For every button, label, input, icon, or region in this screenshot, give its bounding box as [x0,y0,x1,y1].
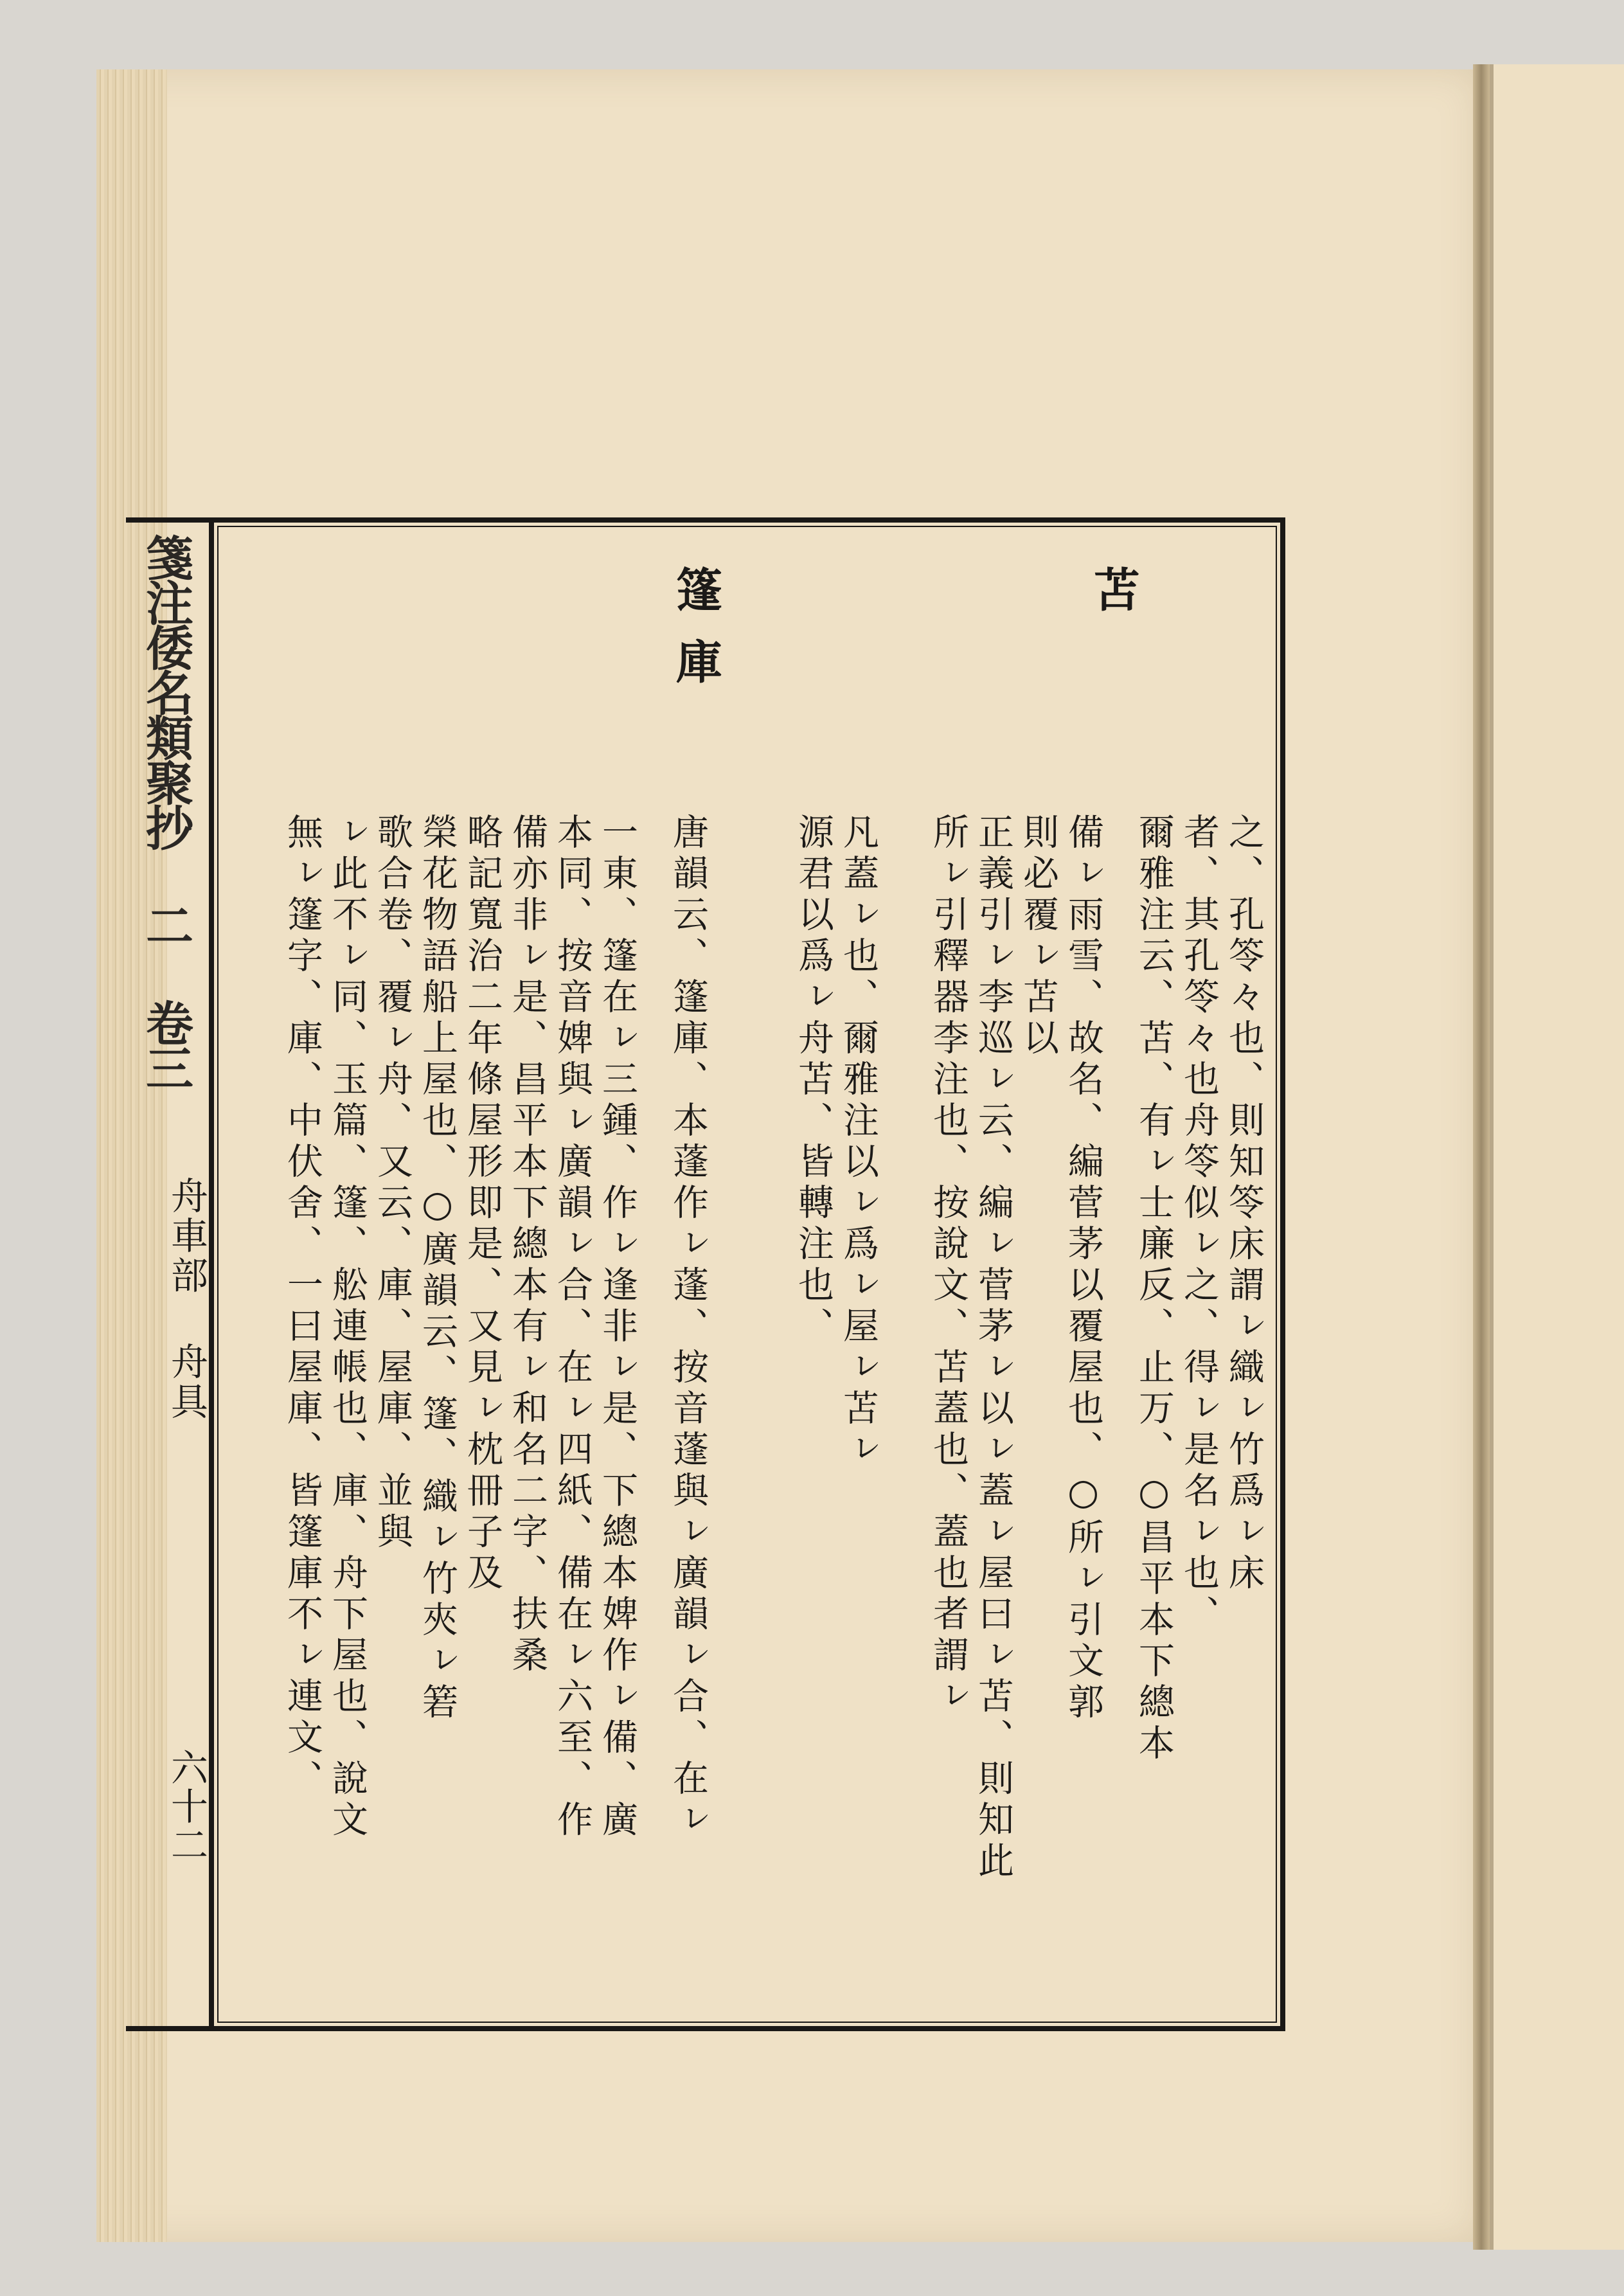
entry1-col-6: 所ㇾ引釋器李注也、按說文、苫蓋也、蓋也者謂ㇾ [927,813,969,1718]
entry1-col-7: 凡蓋ㇾ也、爾雅注以ㇾ爲ㇾ屋ㇾ苫ㇾ [837,813,879,1471]
entry2-col-7: ㇾ此不ㇾ同、玉篇、篷、舩連帳也、庫、舟下屋也、說文 [326,813,368,1842]
entry1-col-8: 源君以爲ㇾ舟苫、皆轉注也、 [792,813,834,1348]
entry2-col-8: 無ㇾ篷字、庫、中伏舍、一曰屋庫、皆篷庫不ㇾ連文、 [281,813,323,1800]
section-label: 舟車部 舟具 [165,1176,208,1422]
headword-hoko: 篷庫 [668,566,723,710]
page-number: 六十二 [165,1748,208,1864]
entry2-col-6: 歌合卷、覆ㇾ舟、又云、庫、屋庫、並與 [371,813,413,1554]
entry1-col-4: 則必覆ㇾ苫以 [1017,813,1059,1060]
entry2-col-3: 備亦非ㇾ是、昌平本下總本有ㇾ和名二字、扶桑 [506,813,548,1677]
entry1-col-0: 之、孔笭々也、則知笭床謂ㇾ織ㇾ竹爲ㇾ床 [1223,813,1265,1595]
entry2-col-4: 略記寬治二年條屋形即是、又見ㇾ枕冊子及 [461,813,503,1595]
entry1-col-3: 備ㇾ雨雪、故名、編菅茅以覆屋也、○所ㇾ引文郭 [1062,813,1104,1724]
entry1-col-1: 者、其孔笭々也舟笭似ㇾ之、得ㇾ是名ㇾ也、 [1178,813,1220,1636]
entry2-col-5: 榮花物語船上屋也、○廣韻云、篷、織ㇾ竹夾ㇾ箬 [416,813,458,1724]
entry2-col-1: 一東、篷在ㇾ三鍾、作ㇾ逢非ㇾ是、下總本婢作ㇾ備、廣 [596,813,638,1842]
entry1-col-5: 正義引ㇾ李巡ㇾ云、編ㇾ菅茅ㇾ以ㇾ蓋ㇾ屋曰ㇾ苫、則知此 [972,813,1014,1883]
entry1-col-2: 爾雅注云、苫、有ㇾ士廉反、止万、○昌平本下總本 [1133,813,1175,1765]
headword-toma: 苫 [1086,566,1141,638]
next-page-edge [1490,64,1624,2250]
entry2-col-0: 唐韻云、篷庫、本蓬作ㇾ蓬、按音蓬與ㇾ廣韻ㇾ合、在ㇾ [667,813,709,1842]
binding-gutter [1473,64,1490,2250]
entry2-col-2: 本同、按音婢與ㇾ廣韻ㇾ合、在ㇾ四紙、備在ㇾ六至、作 [551,813,593,1842]
book-title: 箋注倭名類聚抄 二 卷三 [138,534,193,1089]
